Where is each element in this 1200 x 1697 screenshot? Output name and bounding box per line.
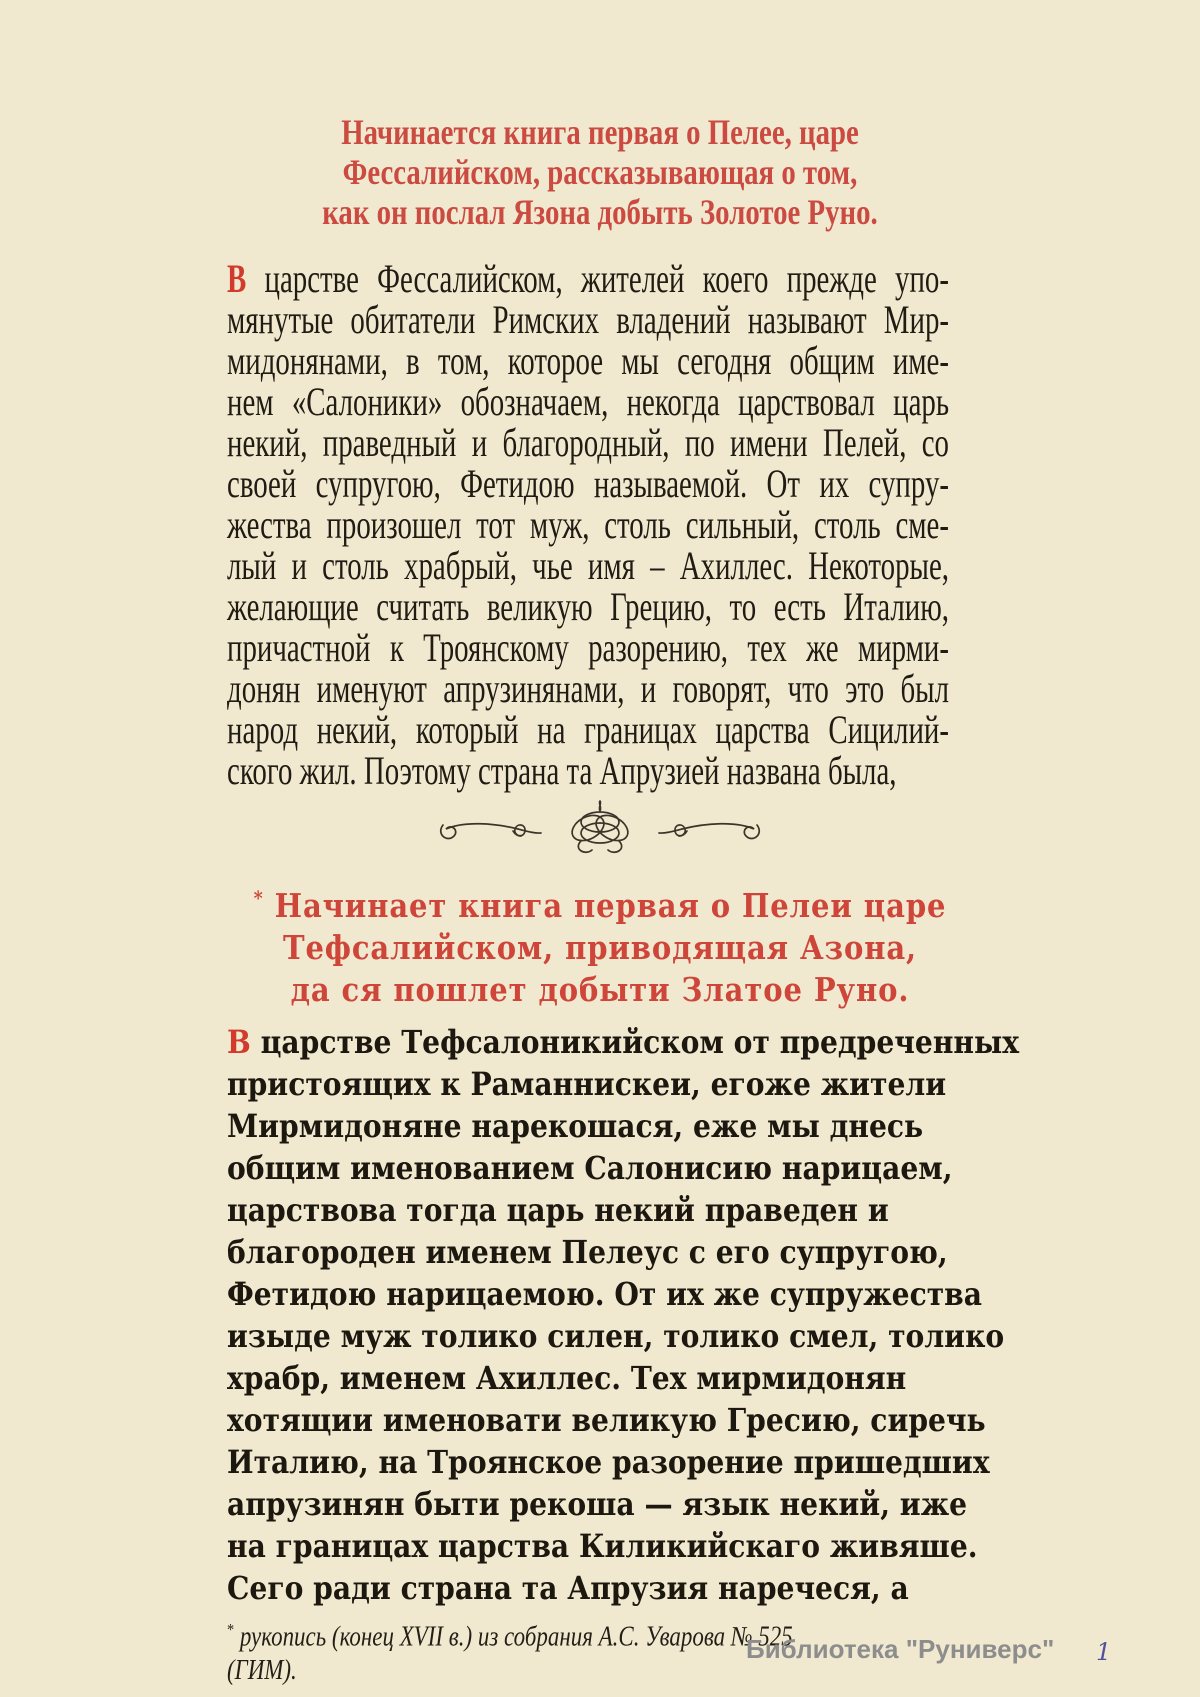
text-line	[227, 258, 949, 299]
text-line: Фетидою нарицаемою. От их же супружества	[227, 1275, 982, 1313]
text-line: мянутые обитатели Римских владений называют Мир-	[227, 297, 949, 342]
text-line: лый и столь храбрый, чье имя – Ахиллес. Некоторые,	[227, 543, 949, 588]
text-line: пристоящих к Раманнискеи, егоже жители	[227, 1065, 947, 1103]
text-line	[227, 1021, 1020, 1063]
text-line: нем «Салоники» обозначаем, некогда царствовал царь	[227, 379, 949, 424]
text-line: изыде муж толико силен, толико смел, толико	[227, 1317, 1005, 1355]
text-line: Италию, на Троянское разорение пришедших	[227, 1443, 990, 1481]
text-line: царствова тогда царь некий праведен и	[227, 1191, 889, 1229]
chapter-heading-slavonic	[72, 877, 1128, 1011]
text-line: хотящии именовати великую Гресию, сиречь	[227, 1401, 986, 1439]
text-line: причастной к Троянскому разорению, тех же мирми-	[227, 625, 949, 670]
text-line: жества произошел тот муж, столь сильный, столь сме-	[227, 502, 949, 547]
text-line-content: царстве Фессалийском, жителей коего прежде упо-	[246, 256, 949, 301]
paragraph-modern-translation	[227, 258, 949, 791]
text-line: храбр, именем Ахиллес. Тех мирмидонян	[227, 1359, 907, 1397]
chapter-heading-modern	[120, 0, 1080, 232]
text-line: некий, праведный и благородный, по имени Пелей, со	[227, 420, 949, 465]
flourish-divider-icon	[435, 799, 765, 855]
section-divider	[0, 799, 1200, 855]
text-line: Мирмидоняне нарекошася, еже мы днесь	[227, 1107, 924, 1145]
drop-initial: В	[227, 256, 247, 301]
heading-line	[72, 877, 1128, 927]
text-line-content: царстве Тефсалоникийском от предреченных	[250, 1023, 1020, 1061]
page-number: 1	[1096, 1638, 1112, 1666]
footnote-marker: *	[227, 1620, 235, 1639]
text-line: общим именованием Салонисию нарицаем,	[227, 1149, 953, 1187]
heading-line: Фессалийском, рассказывающая о том,	[342, 152, 858, 192]
text-line: благороден именем Пелеус с его супругою,	[227, 1233, 948, 1271]
text-line: Сего ради страна та Апрузия наречеся, а	[227, 1569, 909, 1607]
heading-line: как он послал Язона добыть Золотое Руно.	[322, 192, 878, 232]
text-line: своей супругою, Фетидою называемой. От их супру-	[227, 461, 949, 506]
library-watermark: Библиотека "Руниверс"	[746, 1634, 1055, 1664]
text-line: апрузинян быти рекоша — язык некий, иже	[227, 1485, 968, 1523]
heading-line: Начинается книга первая о Пелее, царе	[341, 112, 859, 152]
text-line: на границах царства Киликийскаго живяше.	[227, 1527, 978, 1565]
drop-initial: В	[227, 1023, 251, 1061]
text-line: мидонянами, в том, которое мы сегодня общим име-	[227, 338, 949, 383]
text-line: ского жил. Поэтому страна та Апрузией названа была,	[227, 748, 897, 793]
footnote-text: рукопись (конец XVII в.) из собрания А.С. Уварова № 525 (ГИМ).	[227, 1621, 793, 1687]
heading-line-content: Начинает книга первая о Пелеи царе	[263, 886, 947, 925]
text-line: желающие считать великую Грецию, то есть Италию,	[227, 584, 949, 629]
text-line: донян именуют апрузинянами, и говорят, что это был	[227, 666, 949, 711]
text-line: народ некий, который на границах царства Сицилий-	[227, 707, 949, 752]
heading-line: Тефсалийском, приводящая Азона,	[282, 928, 918, 967]
heading-line: да ся пошлет добыти Златое Руно.	[290, 970, 910, 1009]
paragraph-slavonic-original	[227, 1021, 1020, 1609]
footnote-marker: *	[253, 886, 264, 910]
